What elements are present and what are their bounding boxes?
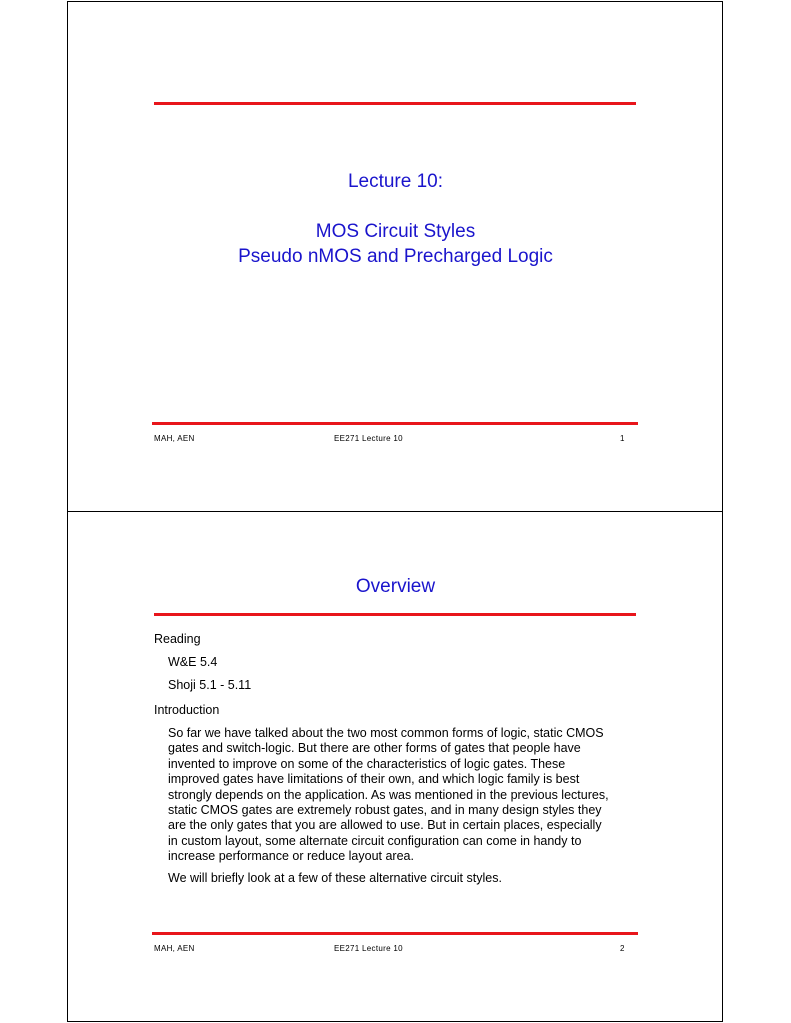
slide2-page-number: 2 <box>620 944 625 953</box>
intro-line: So far we have talked about the two most common forms of logic, static CMOS <box>168 726 604 740</box>
slide1-bottom-rule <box>152 422 638 425</box>
intro-paragraph <box>168 726 638 865</box>
slide2-footer-course: EE271 Lecture 10 <box>334 944 403 953</box>
slide1-top-rule <box>154 102 636 105</box>
slide-divider <box>67 511 723 512</box>
closing-line: We will briefly look at a few of these alternative circuit styles. <box>168 871 502 885</box>
slide2-footer-author: MAH, AEN <box>154 944 195 953</box>
reading-item-2: Shoji 5.1 - 5.11 <box>168 678 252 692</box>
intro-line: improved gates have limitations of their own, and which logic family is best <box>168 772 580 787</box>
intro-line: strongly depends on the application. As was mentioned in the previous lectures, <box>168 787 609 802</box>
intro-line: gates and switch-logic. But there are other forms of gates that people have <box>168 741 581 756</box>
intro-line: in custom layout, some alternate circuit configuration can come in handy to <box>168 833 582 848</box>
slide1-footer-course: EE271 Lecture 10 <box>334 434 403 443</box>
intro-line: increase performance or reduce layout area. <box>168 849 414 864</box>
intro-line: static CMOS gates are extremely robust gates, and in many design styles they <box>168 803 602 818</box>
reading-item-1: W&E 5.4 <box>168 655 218 669</box>
slide2-bottom-rule <box>152 932 638 935</box>
reading-heading: Reading <box>154 632 201 646</box>
intro-line: invented to improve on some of the characteristics of logic gates. These <box>168 756 566 771</box>
slide2-title: Overview <box>355 576 436 597</box>
slide1-title-line1: Lecture 10: <box>347 171 444 192</box>
slide1-title-line3: Pseudo nMOS and Precharged Logic <box>238 246 553 267</box>
intro-heading: Introduction <box>154 703 220 717</box>
slide1-title-line2: MOS Circuit Styles <box>315 221 476 242</box>
slide1-footer-author: MAH, AEN <box>154 434 195 443</box>
intro-line: are the only gates that you are allowed to use. But in certain places, especially <box>168 818 602 833</box>
slide1-page-number: 1 <box>620 434 625 443</box>
slide2-top-rule <box>154 613 636 616</box>
